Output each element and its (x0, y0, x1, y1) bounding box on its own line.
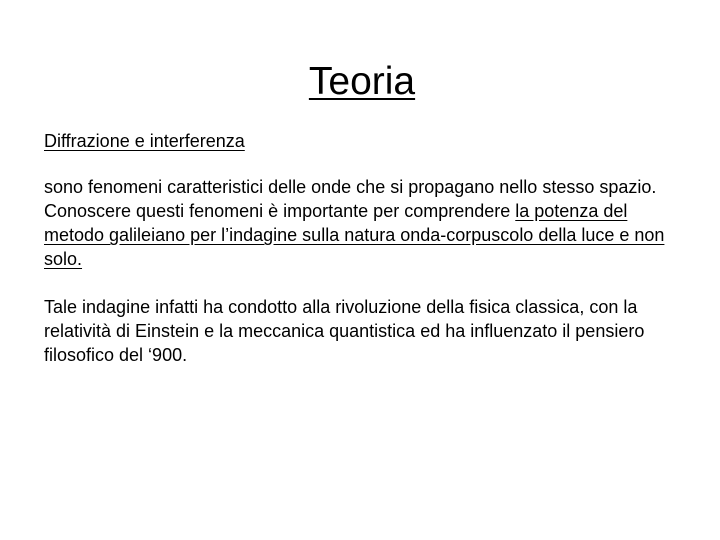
slide-title: Teoria (308, 60, 416, 103)
paragraph-importance (44, 199, 684, 271)
slide-subtitle: Diffrazione e interferenza (44, 131, 245, 151)
paragraph-consequences: Tale indagine infatti ha condotto alla rivoluzione della fisica classica, con la relatività di Einstein e la meccanica quantistica ed ha influenzato il pensiero filosofico del ‘900. (44, 297, 645, 365)
paragraph-definition: sono fenomeni caratteristici delle onde che si propagano nello stesso spazio. (44, 177, 657, 197)
slide-body (44, 129, 684, 367)
underlined-emphasis: la potenza del metodo galileiano per l’indagine sulla natura onda-corpuscolo della luce e non solo. (44, 201, 665, 269)
paragraph-importance-text: Conoscere questi fenomeni è importante per comprendere (44, 201, 516, 221)
